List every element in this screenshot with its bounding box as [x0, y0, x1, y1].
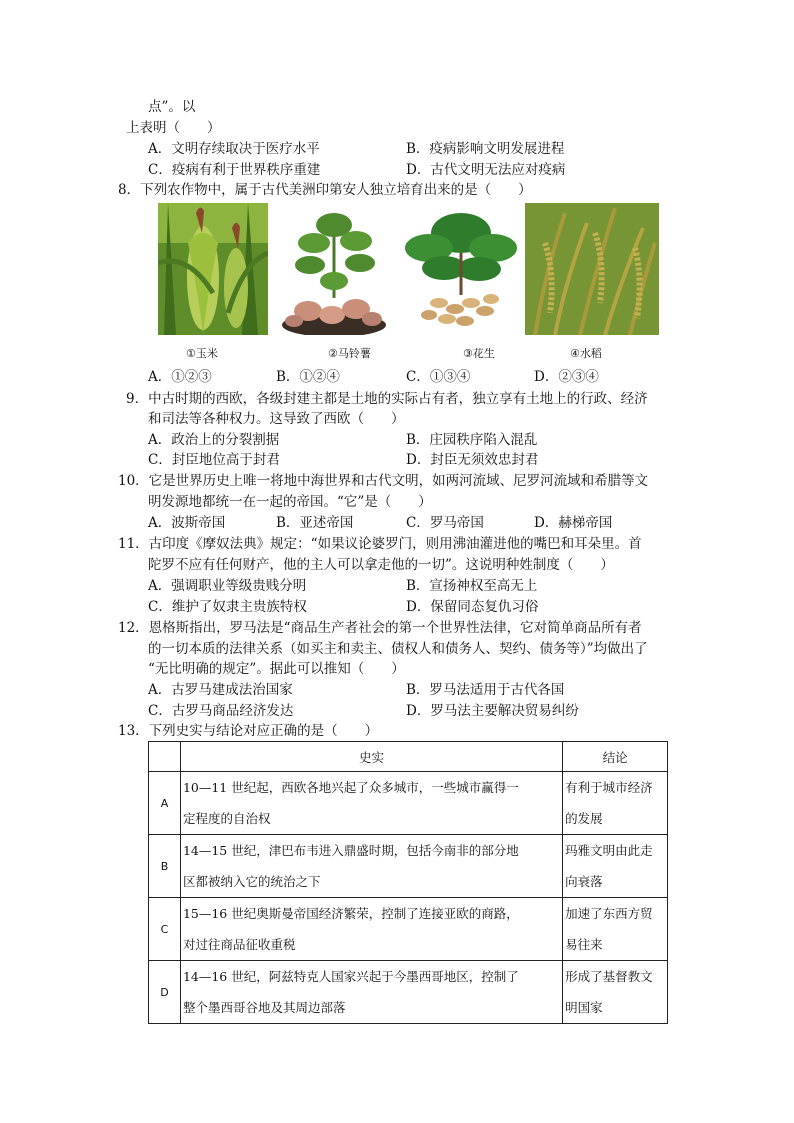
q7-option-d[interactable]: D．古代文明无法应对疫病	[406, 162, 566, 178]
rice-image	[525, 203, 659, 335]
row-conclusion: 玛雅文明由此走 向衰落	[563, 835, 668, 898]
q10-option-c[interactable]: C．罗马帝国	[406, 515, 484, 531]
q10-option-a[interactable]: A．波斯帝国	[148, 515, 226, 531]
q9-option-b[interactable]: B．庄园秩序陷入混乱	[406, 432, 538, 448]
table-row	[149, 898, 668, 961]
table-header-row	[149, 742, 668, 772]
q9-stem-1: 9．中古时期的西欧，各级封建主都是土地的实际占有者，独立享有土地上的行政、经济	[126, 391, 648, 407]
row-fact: 10—11 世纪起，西欧各地兴起了众多城市，一些城市赢得一 定程度的自治权	[180, 772, 562, 835]
q9-option-a[interactable]: A．政治上的分裂割据	[148, 432, 280, 448]
caption-corn: ①玉米	[186, 347, 218, 360]
q12-option-d[interactable]: D．罗马法主要解决贸易纠纷	[406, 703, 579, 719]
header-fact: 史实	[180, 742, 562, 772]
q7-stem-tail-2: 上表明（ ）	[126, 120, 221, 136]
q12-option-b[interactable]: B．罗马法适用于古代各国	[406, 682, 565, 698]
q10-option-d[interactable]: D．赫梯帝国	[534, 515, 613, 531]
q11-option-b[interactable]: B．宣扬神权至高无上	[406, 578, 538, 594]
row-label: D	[149, 961, 181, 1024]
caption-peanut: ③花生	[463, 347, 495, 360]
q9-option-c[interactable]: C．封臣地位高于封君	[148, 452, 280, 468]
q12-stem-3: “无比明确的规定”。据此可以推知（ ）	[148, 661, 405, 677]
row-label: B	[149, 835, 181, 898]
q7-option-b[interactable]: B．疫病影响文明发展进程	[406, 141, 565, 157]
q8-option-a[interactable]: A．①②③	[148, 369, 212, 385]
row-conclusion: 形成了基督教文 明国家	[563, 961, 668, 1024]
q11-stem-1: 11．古印度《摩奴法典》规定：“如果议论婆罗门，则用沸油灌进他的嘴巴和耳朵里。首	[118, 536, 642, 552]
caption-rice: ④水稻	[570, 347, 602, 360]
row-fact: 14—16 世纪，阿兹特克人国家兴起于今墨西哥地区，控制了 整个墨西哥谷地及其周边部落	[180, 961, 562, 1024]
q8-option-d[interactable]: D．②③④	[534, 369, 599, 385]
facts-table	[148, 741, 668, 1024]
q10-option-b[interactable]: B．亚述帝国	[276, 515, 354, 531]
q11-option-c[interactable]: C．维护了奴隶主贵族特权	[148, 599, 307, 615]
row-conclusion: 加速了东西方贸 易往来	[563, 898, 668, 961]
q13-stem: 13．下列史实与结论对应正确的是（ ）	[118, 723, 379, 739]
q9-option-d[interactable]: D．封臣无须效忠封君	[406, 452, 539, 468]
corn-image	[158, 203, 268, 335]
q8-stem: 8．下列农作物中，属于古代美洲印第安人独立培育出来的是（ ）	[118, 182, 532, 198]
q8-option-b[interactable]: B．①②④	[276, 369, 340, 385]
q7-option-a[interactable]: A．文明存续取决于医疗水平	[148, 141, 320, 157]
potato-image	[280, 203, 388, 335]
q12-stem-2: 的一切本质的法律关系（如买主和卖主、债权人和债务人、契约、债务等）”均做出了	[148, 641, 648, 657]
header-label	[149, 742, 181, 772]
row-conclusion: 有利于城市经济 的发展	[563, 772, 668, 835]
q11-option-d[interactable]: D．保留同态复仇习俗	[406, 599, 539, 615]
row-label: C	[149, 898, 181, 961]
q7-stem-tail: 点”。以	[148, 99, 196, 115]
row-label: A	[149, 772, 181, 835]
caption-potato: ②马铃薯	[328, 347, 371, 360]
table-row	[149, 835, 668, 898]
peanut-image	[399, 203, 523, 335]
table-row	[149, 961, 668, 1024]
q12-option-c[interactable]: C．古罗马商品经济发达	[148, 703, 294, 719]
table-row	[149, 772, 668, 835]
q11-option-a[interactable]: A．强调职业等级贵贱分明	[148, 578, 307, 594]
q7-option-c[interactable]: C．疫病有利于世界秩序重建	[148, 162, 321, 178]
q12-stem-1: 12．恩格斯指出，罗马法是“商品生产者社会的第一个世界性法律，它对简单商品所有者	[118, 620, 642, 636]
row-fact: 14—15 世纪，津巴布韦进入鼎盛时期，包括今南非的部分地 区都被纳入它的统治之下	[180, 835, 562, 898]
q10-stem-2: 明发源地都统一在一起的帝国。“它”是（ ）	[148, 494, 432, 510]
q8-option-c[interactable]: C．①③④	[406, 369, 471, 385]
row-fact: 15—16 世纪奥斯曼帝国经济繁荣，控制了连接亚欧的商路， 对过往商品征收重税	[180, 898, 562, 961]
q9-stem-2: 和司法等各种权力。这导致了西欧（ ）	[148, 411, 405, 427]
q10-stem-1: 10．它是世界历史上唯一将地中海世界和古代文明，如两河流域、尼罗河流域和希腊等文	[118, 473, 649, 489]
header-conclusion: 结论	[563, 742, 668, 772]
q12-option-a[interactable]: A．古罗马建成法治国家	[148, 682, 293, 698]
q11-stem-2: 陀罗不应有任何财产，他的主人可以拿走他的一切”。这说明种姓制度（ ）	[148, 557, 614, 573]
